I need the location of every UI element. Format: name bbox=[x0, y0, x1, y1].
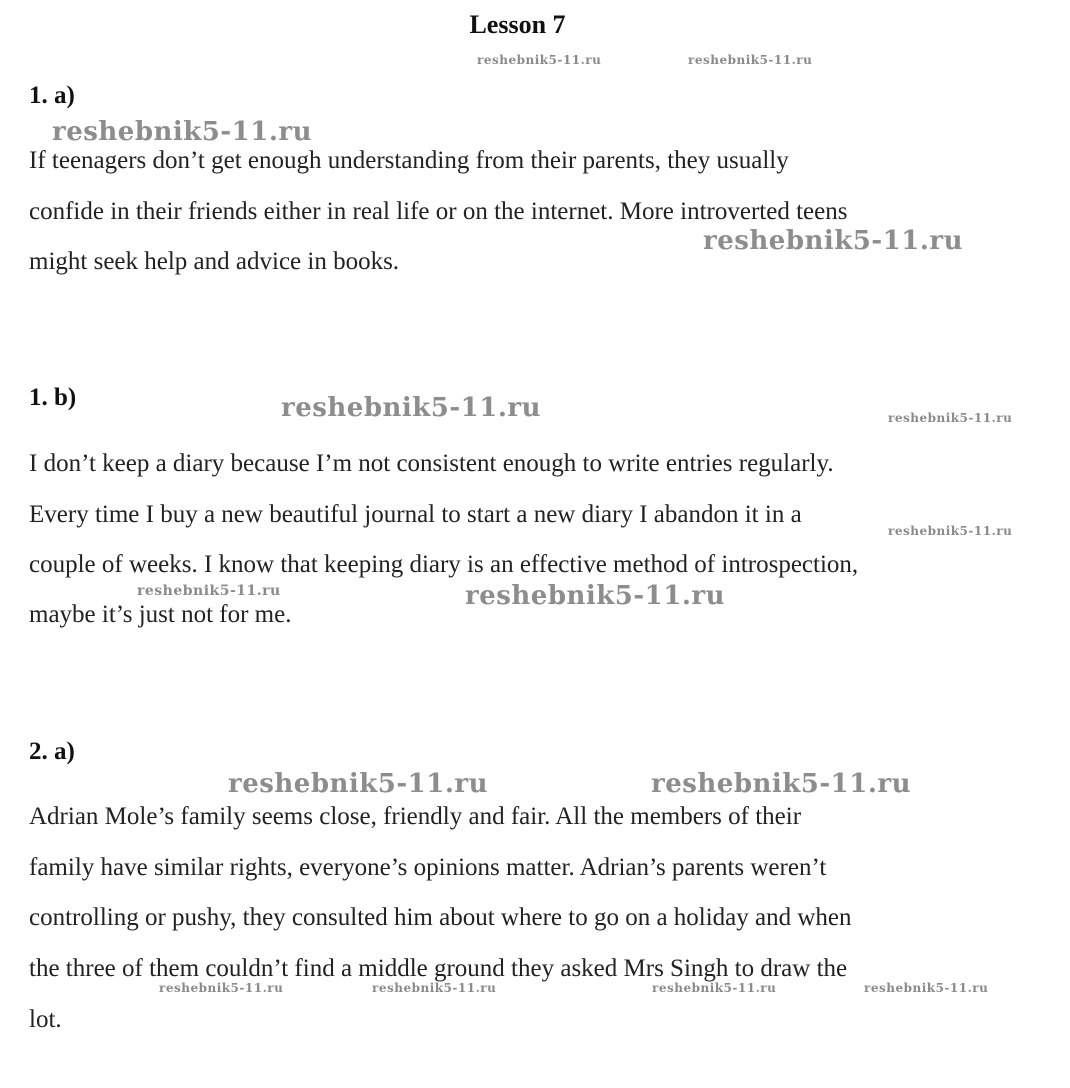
watermark: reshebnik5-11.ru bbox=[888, 411, 1013, 425]
watermark: reshebnik5-11.ru bbox=[888, 524, 1013, 538]
paragraph-line: family have similar rights, everyone’s opinions matter. Adrian’s parents weren’t bbox=[29, 854, 827, 881]
section-heading-1a: 1. a) bbox=[29, 82, 75, 109]
paragraph-line: confide in their friends either in real life or on the internet. More introverted teens bbox=[29, 198, 848, 225]
watermark: reshebnik5-11.ru bbox=[864, 981, 989, 995]
watermark: reshebnik5-11.ru bbox=[137, 583, 281, 599]
watermark: reshebnik5-11.ru bbox=[228, 769, 489, 799]
paragraph-line: I don’t keep a diary because I’m not consistent enough to write entries regularly. bbox=[29, 450, 834, 477]
paragraph-line: couple of weeks. I know that keeping diary is an effective method of introspection, bbox=[29, 551, 859, 578]
paragraph-line: maybe it’s just not for me. bbox=[29, 601, 292, 628]
watermark: reshebnik5-11.ru bbox=[688, 53, 813, 67]
paragraph-line: Adrian Mole’s family seems close, friendly and fair. All the members of their bbox=[29, 803, 802, 830]
section-heading-1b: 1. b) bbox=[29, 384, 77, 411]
paragraph-line: Every time I buy a new beautiful journal to start a new diary I abandon it in a bbox=[29, 501, 802, 528]
paragraph-line: might seek help and advice in books. bbox=[29, 248, 400, 275]
page-title: Lesson 7 bbox=[469, 10, 566, 39]
paragraph-line: the three of them couldn’t find a middle ground they asked Mrs Singh to draw the bbox=[29, 955, 848, 982]
watermark: reshebnik5-11.ru bbox=[465, 581, 726, 611]
watermark: reshebnik5-11.ru bbox=[477, 53, 602, 67]
watermark: reshebnik5-11.ru bbox=[372, 981, 497, 995]
watermark: reshebnik5-11.ru bbox=[52, 117, 313, 147]
watermark: reshebnik5-11.ru bbox=[651, 769, 912, 799]
paragraph-line: controlling or pushy, they consulted him about where to go on a holiday and when bbox=[29, 904, 852, 931]
watermark: reshebnik5-11.ru bbox=[652, 981, 777, 995]
section-heading-2a: 2. a) bbox=[29, 738, 75, 765]
watermark: reshebnik5-11.ru bbox=[281, 393, 542, 423]
paragraph-line: lot. bbox=[29, 1006, 62, 1033]
paragraph-line: If teenagers don’t get enough understanding from their parents, they usually bbox=[29, 147, 789, 174]
watermark: reshebnik5-11.ru bbox=[159, 981, 284, 995]
watermark: reshebnik5-11.ru bbox=[703, 226, 964, 256]
